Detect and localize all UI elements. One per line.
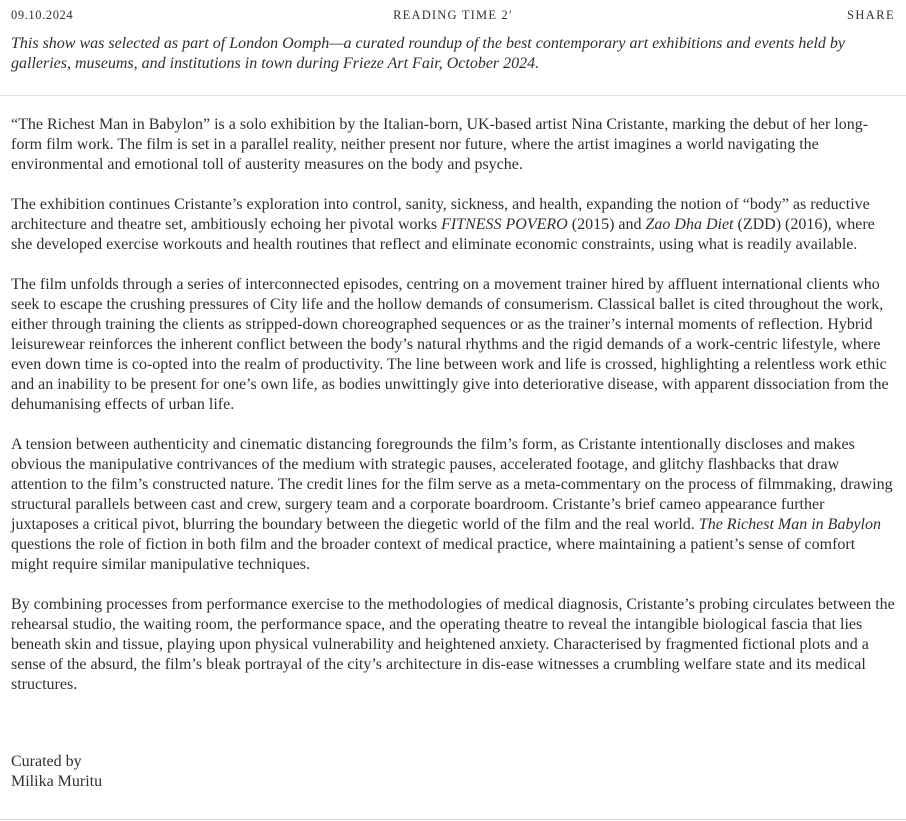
article-paragraph: By combining processes from performance exercise to the methodologies of medical diagnosis, Cristante’s probing circulates between the rehearsal studio, the waiting room, the performance space, and the operating theatre to reveal the intangible biological fascia that lies beneath skin and tissue, playing upon physical vulnerability and heightened anxiety. Characterised by fragmented fictional plots and a sense of the absurd, the film’s bleak portrayal of the city’s architecture in dis-ease witnesses a crumbling welfare state and its medical structures. <box>11 596 895 693</box>
article-paragraph: The exhibition continues Cristante’s exploration into control, sanity, sickness, and health, expanding the notion of “body” as reductive architecture and theatre set, ambitiously echoing her pivotal works FITNESS POVERO (2015) and Zao Dha Diet (ZDD) (2016), where she developed exercise workouts and health routines that reflect and eliminate economic constraints, using what is readily available. <box>11 196 875 253</box>
publish-date: 09.10.2024 <box>11 8 74 22</box>
curator-name: Milika Muritu <box>11 773 103 790</box>
work-title-italic: The Richest Man in Babylon <box>698 516 881 533</box>
article-paragraph: The film unfolds through a series of interconnected episodes, centring on a movement trainer hired by affluent international clients who seek to escape the crushing pressures of City life and the hollow demands of consumerism. Classical ballet is cited throughout the work, either through training the clients as stripped-down choreographed sequences or as the trainer’s internal moments of reflection. Hybrid leisurewear reinforces the inherent conflict between the body’s natural rhythms and the rigid demands of a work-centric lifestyle, where even down time is co-opted into the realm of productivity. The line between work and life is crossed, highlighting a relentless work ethic and an inability to be present for one’s own life, as bodies unwittingly give into deteriorative disease, with apparent dissociation from the dehumanising effects of urban life. <box>11 276 889 413</box>
curator-credit <box>11 752 895 792</box>
article-standfirst: This show was selected as part of London Oomph—a curated roundup of the best contemporary art exhibitions and events held by galleries, museums, and institutions in town during Frieze Art Fair, October 2024. <box>11 35 846 72</box>
share-button[interactable]: SHARE <box>847 8 895 22</box>
bottom-divider <box>0 819 906 820</box>
curated-by-label: Curated by <box>11 753 82 770</box>
article-body <box>11 115 895 695</box>
reading-time-label: READING TIME 2′ <box>393 8 513 22</box>
article-paragraph: “The Richest Man in Babylon” is a solo exhibition by the Italian-born, UK-based artist Nina Cristante, marking the debut of her long-form film work. The film is set in a parallel reality, neither present nor future, where the artist imagines a world navigating the environmental and emotional toll of austerity measures on the body and psyche. <box>11 116 869 173</box>
work-title-italic: FITNESS POVERO <box>441 216 568 233</box>
article-paragraph: A tension between authenticity and cinematic distancing foregrounds the film’s form, as Cristante intentionally discloses and makes obvious the manipulative contrivances of the medium with strategic pauses, accelerated footage, and glitchy flashbacks that draw attention to the film’s constructed nature. The credit lines for the film serve as a meta-commentary on the process of filmmaking, drawing structural parallels between cast and crew, surgery team and a corporate boardroom. Cristante’s brief cameo appearance further juxtaposes a critical pivot, blurring the boundary between the diegetic world of the film and the real world. The Richest Man in Babylon questions the role of fiction in both film and the broader context of medical practice, where maintaining a patient’s sense of comfort might require similar manipulative techniques. <box>11 436 893 573</box>
article-meta-bar <box>11 8 895 23</box>
work-title-italic: Zao Dha Diet <box>645 216 734 233</box>
section-divider <box>0 95 906 96</box>
